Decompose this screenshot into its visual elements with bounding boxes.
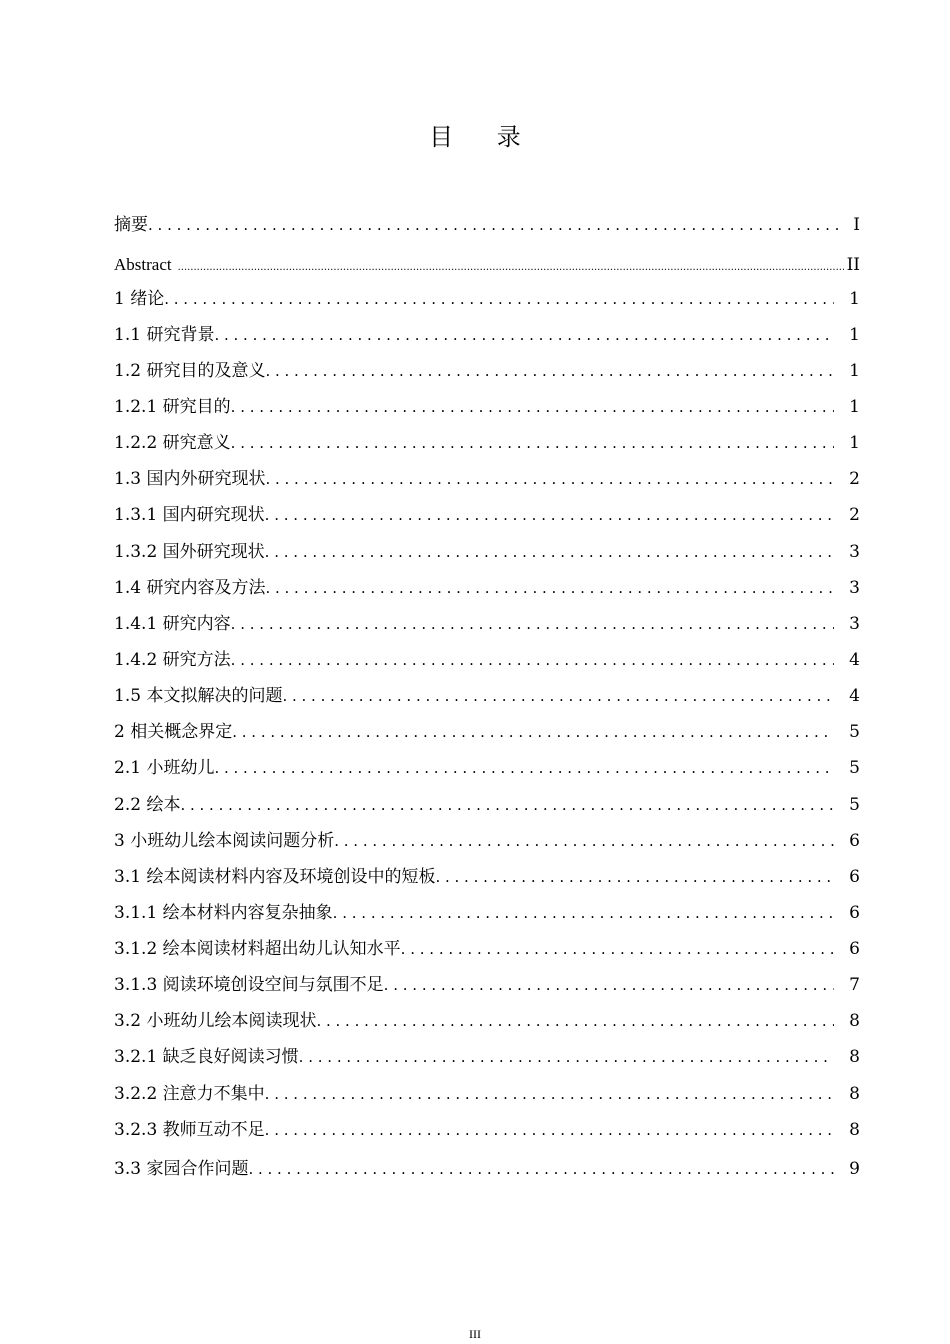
toc-entry[interactable] bbox=[114, 612, 860, 636]
toc-entry-label: 2.1 小班幼儿 bbox=[114, 758, 215, 778]
toc-entry-page: 1 bbox=[849, 361, 860, 381]
toc-leader bbox=[265, 359, 834, 383]
toc-entry-label: 3.2.3 教师互动不足 bbox=[114, 1120, 265, 1140]
toc-leader bbox=[265, 1118, 834, 1142]
toc-leader bbox=[148, 213, 844, 237]
toc-entry[interactable] bbox=[114, 756, 860, 780]
toc-entry[interactable] bbox=[114, 829, 860, 853]
toc-leader bbox=[384, 973, 834, 997]
toc-entry[interactable] bbox=[114, 901, 860, 925]
toc-entry-label: 1.2.2 研究意义 bbox=[114, 433, 231, 453]
toc-entry-label: 1.3.1 国内研究现状 bbox=[114, 505, 265, 525]
toc-entry[interactable] bbox=[114, 1118, 860, 1142]
toc-entry[interactable] bbox=[114, 1157, 860, 1181]
toc-entry-page: 4 bbox=[849, 650, 860, 670]
toc-entry-page: 1 bbox=[849, 325, 860, 345]
toc-leader bbox=[299, 1045, 834, 1069]
toc-entry-label: 摘要 bbox=[114, 215, 148, 235]
toc-leader bbox=[282, 684, 834, 708]
toc-entry[interactable] bbox=[114, 1082, 860, 1106]
toc-entry-label: 3 小班幼儿绘本阅读问题分析 bbox=[114, 831, 335, 851]
toc-entry-label: 2.2 绘本 bbox=[114, 795, 181, 815]
toc-entry[interactable] bbox=[114, 467, 860, 491]
toc-entry[interactable] bbox=[114, 503, 860, 527]
toc-leader bbox=[231, 395, 834, 419]
toc-entry-page: II bbox=[846, 255, 860, 275]
toc-entry[interactable] bbox=[114, 540, 860, 564]
toc-entry-label: 3.1 绘本阅读材料内容及环境创设中的短板 bbox=[114, 867, 436, 887]
toc-entry-label: 1.3 国内外研究现状 bbox=[114, 469, 266, 489]
toc-entry-page: 3 bbox=[849, 614, 860, 634]
toc-entry[interactable] bbox=[114, 576, 860, 600]
toc-leader bbox=[214, 756, 834, 780]
toc-entry-label: 3.1.3 阅读环境创设空间与氛围不足 bbox=[114, 975, 384, 995]
toc-entry-abstract-en[interactable] bbox=[114, 253, 860, 277]
toc-entry-label: 1 绪论 bbox=[114, 289, 165, 309]
toc-entry-page: 8 bbox=[849, 1084, 860, 1104]
toc-entry-page: 8 bbox=[849, 1011, 860, 1031]
toc-leader bbox=[180, 793, 834, 817]
toc-leader bbox=[265, 503, 834, 527]
toc-entry-page: 1 bbox=[849, 397, 860, 417]
toc-entry[interactable] bbox=[114, 431, 860, 455]
toc-leader bbox=[334, 829, 834, 853]
toc-entry[interactable] bbox=[114, 1045, 860, 1069]
toc-entry-label: 1.1 研究背景 bbox=[114, 325, 215, 345]
toc-entry-page: 6 bbox=[849, 867, 860, 887]
toc-entry-label: Abstract bbox=[114, 255, 172, 274]
toc-entry[interactable] bbox=[114, 395, 860, 419]
toc-entry[interactable] bbox=[114, 648, 860, 672]
toc-entry[interactable] bbox=[114, 720, 860, 744]
toc-entry-label: 1.4 研究内容及方法 bbox=[114, 578, 266, 598]
toc-entry-page: 5 bbox=[849, 722, 860, 742]
toc-entry-label: 1.3.2 国外研究现状 bbox=[114, 542, 265, 562]
toc-leader bbox=[231, 431, 834, 455]
toc-leader bbox=[265, 540, 834, 564]
footer-page-number: III bbox=[469, 1327, 481, 1341]
toc-entry-label: 1.4.2 研究方法 bbox=[114, 650, 231, 670]
toc-leader bbox=[231, 612, 834, 636]
toc-entry-label: 3.2.2 注意力不集中 bbox=[114, 1084, 265, 1104]
toc-entry[interactable] bbox=[114, 973, 860, 997]
toc-entry-label: 1.2.1 研究目的 bbox=[114, 397, 231, 417]
toc-entry[interactable] bbox=[114, 684, 860, 708]
toc-entry-page: 2 bbox=[849, 469, 860, 489]
toc-entry-label: 3.2 小班幼儿绘本阅读现状 bbox=[114, 1011, 317, 1031]
toc-entry-label: 1.5 本文拟解决的问题 bbox=[114, 686, 283, 706]
toc-entry-abstract-zh[interactable] bbox=[114, 213, 860, 237]
toc-entry-page: 2 bbox=[849, 505, 860, 525]
toc-entry-label: 2 相关概念界定 bbox=[114, 722, 233, 742]
toc-entry[interactable] bbox=[114, 1009, 860, 1033]
toc-entry-page: I bbox=[853, 215, 860, 235]
toc-entry-label: 3.2.1 缺乏良好阅读习惯 bbox=[114, 1047, 299, 1067]
toc-entry-label: 3.1.1 绘本材料内容复杂抽象 bbox=[114, 903, 333, 923]
toc-entry[interactable] bbox=[114, 323, 860, 347]
toc-entry[interactable] bbox=[114, 287, 860, 311]
toc-leader bbox=[248, 1157, 834, 1181]
toc-leader bbox=[435, 865, 834, 889]
toc-leader bbox=[178, 253, 844, 280]
toc-entry-page: 6 bbox=[849, 831, 860, 851]
toc-leader bbox=[265, 467, 834, 491]
toc-entry-page: 1 bbox=[849, 433, 860, 453]
toc-entry-page: 9 bbox=[849, 1159, 860, 1179]
toc-leader bbox=[232, 720, 834, 744]
toc-entry-label: 3.3 家园合作问题 bbox=[114, 1159, 249, 1179]
toc-leader bbox=[333, 901, 834, 925]
toc-entry[interactable] bbox=[114, 937, 860, 961]
toc-entry[interactable] bbox=[114, 793, 860, 817]
toc-entry-page: 8 bbox=[849, 1047, 860, 1067]
toc-entry-label: 1.2 研究目的及意义 bbox=[114, 361, 266, 381]
toc-entry-page: 6 bbox=[849, 939, 860, 959]
toc-entry[interactable] bbox=[114, 865, 860, 889]
page-title: 目 录 bbox=[429, 123, 539, 151]
toc-entry-page: 1 bbox=[849, 289, 860, 309]
toc-entry-page: 3 bbox=[849, 542, 860, 562]
toc-leader bbox=[316, 1009, 834, 1033]
toc-leader bbox=[214, 323, 834, 347]
toc-leader bbox=[265, 1082, 834, 1106]
toc-entry-page: 6 bbox=[849, 903, 860, 923]
toc-leader bbox=[265, 576, 834, 600]
toc-leader bbox=[231, 648, 834, 672]
toc-leader bbox=[401, 937, 834, 961]
toc-entry-page: 4 bbox=[849, 686, 860, 706]
toc-entry-page: 3 bbox=[849, 578, 860, 598]
toc-entry-label: 1.4.1 研究内容 bbox=[114, 614, 231, 634]
toc-entry-page: 8 bbox=[849, 1120, 860, 1140]
toc-leader bbox=[164, 287, 834, 311]
toc-entry[interactable] bbox=[114, 359, 860, 383]
toc-entry-page: 7 bbox=[849, 975, 860, 995]
toc-entry-page: 5 bbox=[849, 758, 860, 778]
toc-entry-page: 5 bbox=[849, 795, 860, 815]
toc-entry-label: 3.1.2 绘本阅读材料超出幼儿认知水平 bbox=[114, 939, 401, 959]
